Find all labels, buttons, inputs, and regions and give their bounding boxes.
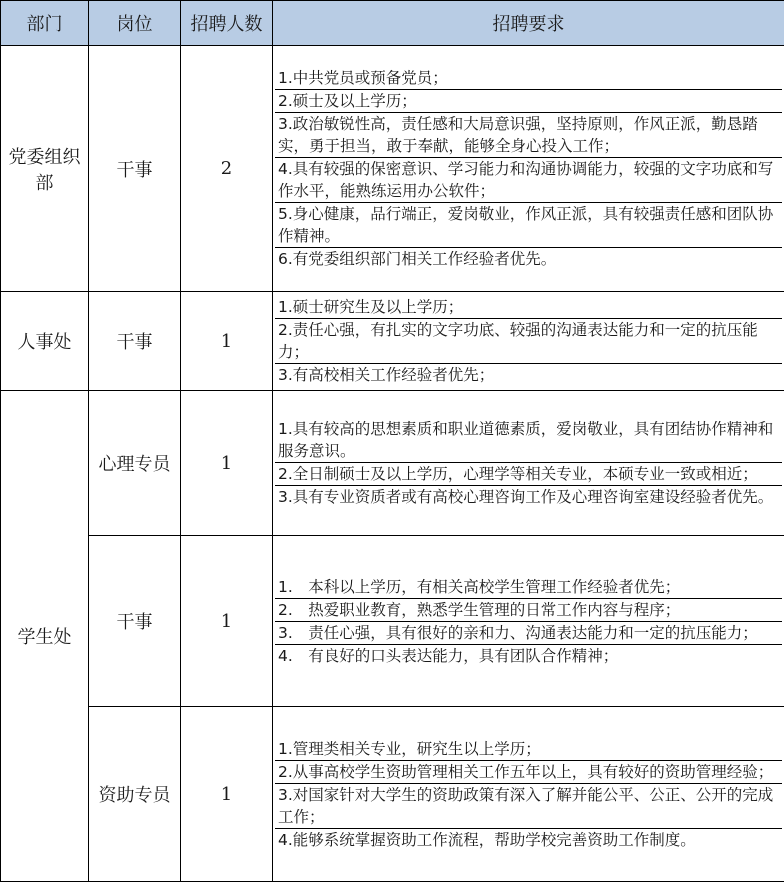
requirement-item: 2. 热爱职业教育，熟悉学生管理的日常工作内容与程序；: [275, 599, 782, 622]
requirement-item: 3.有高校相关工作经验者优先；: [275, 364, 782, 386]
header-dept: 部门: [1, 1, 89, 46]
requirement-item: 3. 责任心强，具有很好的亲和力、沟通表达能力和一定的抗压能力；: [275, 622, 782, 645]
position-cell: 心理专员: [89, 391, 181, 536]
table-row: [1, 292, 784, 391]
header-row: [1, 1, 784, 46]
header-position: 岗位: [89, 1, 181, 46]
requirement-item: 3.具有专业资质者或有高校心理咨询工作及心理咨询室建设经验者优先。: [275, 486, 782, 508]
requirement-item: 3.政治敏锐性高，责任感和大局意识强，坚持原则，作风正派，勤恳踏实，勇于担当，敢于奉献，能够全身心投入工作；: [275, 113, 782, 158]
requirement-item: 4.能够系统掌握资助工作流程，帮助学校完善资助工作制度。: [275, 829, 782, 851]
position-cell: 干事: [89, 536, 181, 707]
dept-cell: 人事处: [1, 292, 89, 391]
requirements-cell: [273, 46, 784, 292]
count-cell: 1: [181, 707, 273, 882]
table-row: [1, 536, 784, 707]
requirement-item: 2.从事高校学生资助管理相关工作五年以上，具有较好的资助管理经验；: [275, 761, 782, 784]
table-row: [1, 391, 784, 536]
requirement-item: 1.中共党员或预备党员；: [275, 67, 782, 90]
header-requirements: 招聘要求: [273, 1, 784, 46]
requirement-item: 4. 有良好的口头表达能力，具有团队合作精神；: [275, 645, 782, 667]
requirement-item: 4.具有较强的保密意识、学习能力和沟通协调能力，较强的文字功底和写作水平，能熟练运用办公软件；: [275, 158, 782, 203]
requirement-item: 1.硕士研究生及以上学历；: [275, 296, 782, 319]
requirement-item: 6.有党委组织部门相关工作经验者优先。: [275, 248, 782, 270]
count-cell: 1: [181, 391, 273, 536]
count-cell: 1: [181, 292, 273, 391]
count-cell: 2: [181, 46, 273, 292]
header-count: 招聘人数: [181, 1, 273, 46]
requirement-item: 2.责任心强，有扎实的文字功底、较强的沟通表达能力和一定的抗压能力；: [275, 319, 782, 364]
requirements-cell: [273, 391, 784, 536]
requirement-item: 3.对国家针对大学生的资助政策有深入了解并能公平、公正、公开的完成工作；: [275, 784, 782, 829]
requirements-cell: [273, 292, 784, 391]
dept-cell: 党委组织部: [1, 46, 89, 292]
requirement-item: 1.具有较高的思想素质和职业道德素质，爱岗敬业，具有团结协作精神和服务意识。: [275, 418, 782, 463]
requirements-cell: [273, 707, 784, 882]
table-row: [1, 707, 784, 882]
requirement-item: 2.全日制硕士及以上学历，心理学等相关专业，本硕专业一致或相近；: [275, 463, 782, 486]
position-cell: 资助专员: [89, 707, 181, 882]
table-row: [1, 46, 784, 292]
count-cell: 1: [181, 536, 273, 707]
position-cell: 干事: [89, 46, 181, 292]
requirement-item: 1. 本科以上学历，有相关高校学生管理工作经验者优先；: [275, 576, 782, 599]
requirement-item: 2.硕士及以上学历；: [275, 90, 782, 113]
requirements-cell: [273, 536, 784, 707]
dept-cell: 学生处: [1, 391, 89, 882]
requirement-item: 5.身心健康，品行端正，爱岗敬业，作风正派，具有较强责任感和团队协作精神。: [275, 203, 782, 248]
position-cell: 干事: [89, 292, 181, 391]
requirement-item: 1.管理类相关专业，研究生以上学历；: [275, 738, 782, 761]
